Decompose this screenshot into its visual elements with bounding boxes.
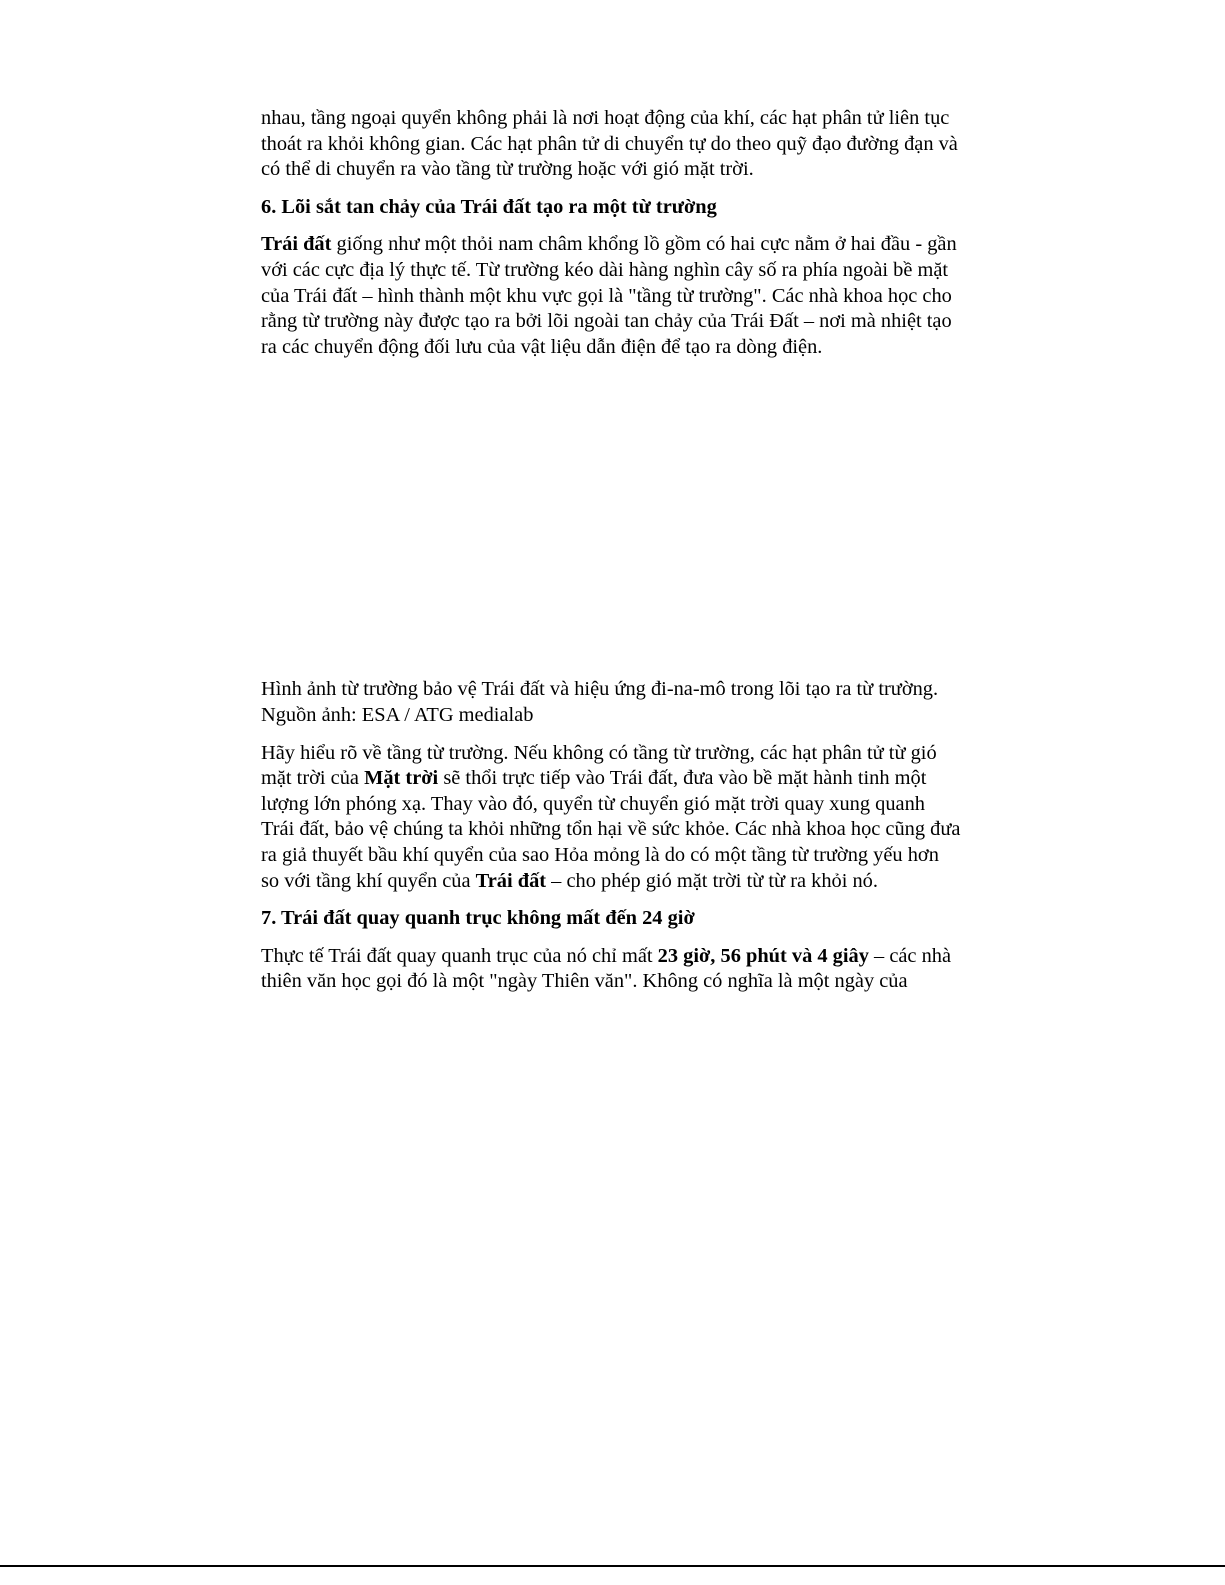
paragraph-text: sẽ thổi trực tiếp vào Trái đất, đưa vào bề mặt hành tinh một lượng lớn phóng xạ. Thay vào đó, quyển từ chuyển gió mặt trời quay xung quanh Trái đất, bảo vệ chúng ta khỏi những tổn hại về sức khỏe. Các nhà khoa học cũng đưa ra giả thuyết bầu khí quyển của sao Hỏa mỏng là do có một tầng từ trường yếu hơn so với tầng khí quyển của — [261, 767, 961, 892]
paragraph-text: Thực tế Trái đất quay quanh trục của nó chỉ mất — [261, 944, 658, 967]
paragraph-text: giống như một thỏi nam châm khổng lồ gồm có hai cực nằm ở hai đầu - gần với các cực địa lý thực tế. Từ trường kéo dài hàng nghìn cây số ra phía ngoài bề mặt của Trái đất – hình thành một khu vực gọi là "tầng từ trường". Các nhà khoa học cho rằng từ trường này được tạo ra bởi lõi ngoài tan chảy của Trái Đất – nơi mà nhiệt tạo ra các chuyển động đối lưu của vật liệu dẫn điện để tạo ra dòng điện. — [261, 233, 957, 358]
caption-line-2: Nguồn ảnh: ESA / ATG medialab — [261, 703, 534, 726]
bold-earth: Trái đất — [475, 869, 547, 892]
heading-section-7: 7. Trái đất quay quanh trục không mất đến 24 giờ — [261, 907, 695, 930]
page-bottom-rule — [0, 1565, 1225, 1567]
heading-section-6: 6. Lõi sắt tan chảy của Trái đất tạo ra một từ trường — [261, 195, 717, 218]
bold-earth: Trái đất — [261, 233, 332, 256]
paragraph-sidereal-day — [261, 944, 961, 995]
bold-sun: Mặt trời — [364, 767, 439, 790]
caption-line-1: Hình ảnh từ trường bảo vệ Trái đất và hiệu ứng đi-na-mô trong lõi tạo ra từ trường. — [261, 678, 939, 701]
paragraph-text: Hãy hiểu rõ về tầng từ trường. Nếu không có tầng từ trường, các hạt phân tử từ gió mặt trời của — [261, 741, 937, 790]
figure-caption — [261, 677, 961, 728]
paragraph-exosphere: nhau, tầng ngoại quyển không phải là nơi hoạt động của khí, các hạt phân tử liên tục thoát ra khỏi không gian. Các hạt phân tử di chuyển tự do theo quỹ đạo đường đạn và có thể di chuyển ra vào tầng từ trường hoặc với gió mặt trời. — [261, 107, 958, 181]
paragraph-text: – các nhà thiên văn học gọi đó là một "ngày Thiên văn". Không có nghĩa là một ngày của — [261, 944, 952, 993]
paragraph-magnetic-field — [261, 232, 961, 360]
document-body — [261, 106, 961, 1007]
paragraph-text: – cho phép gió mặt trời từ từ ra khỏi nó. — [546, 869, 878, 892]
figure-magnetosphere-image — [261, 372, 961, 677]
paragraph-magnetosphere — [261, 741, 961, 895]
bold-duration: 23 giờ, 56 phút và 4 giây — [657, 944, 869, 967]
